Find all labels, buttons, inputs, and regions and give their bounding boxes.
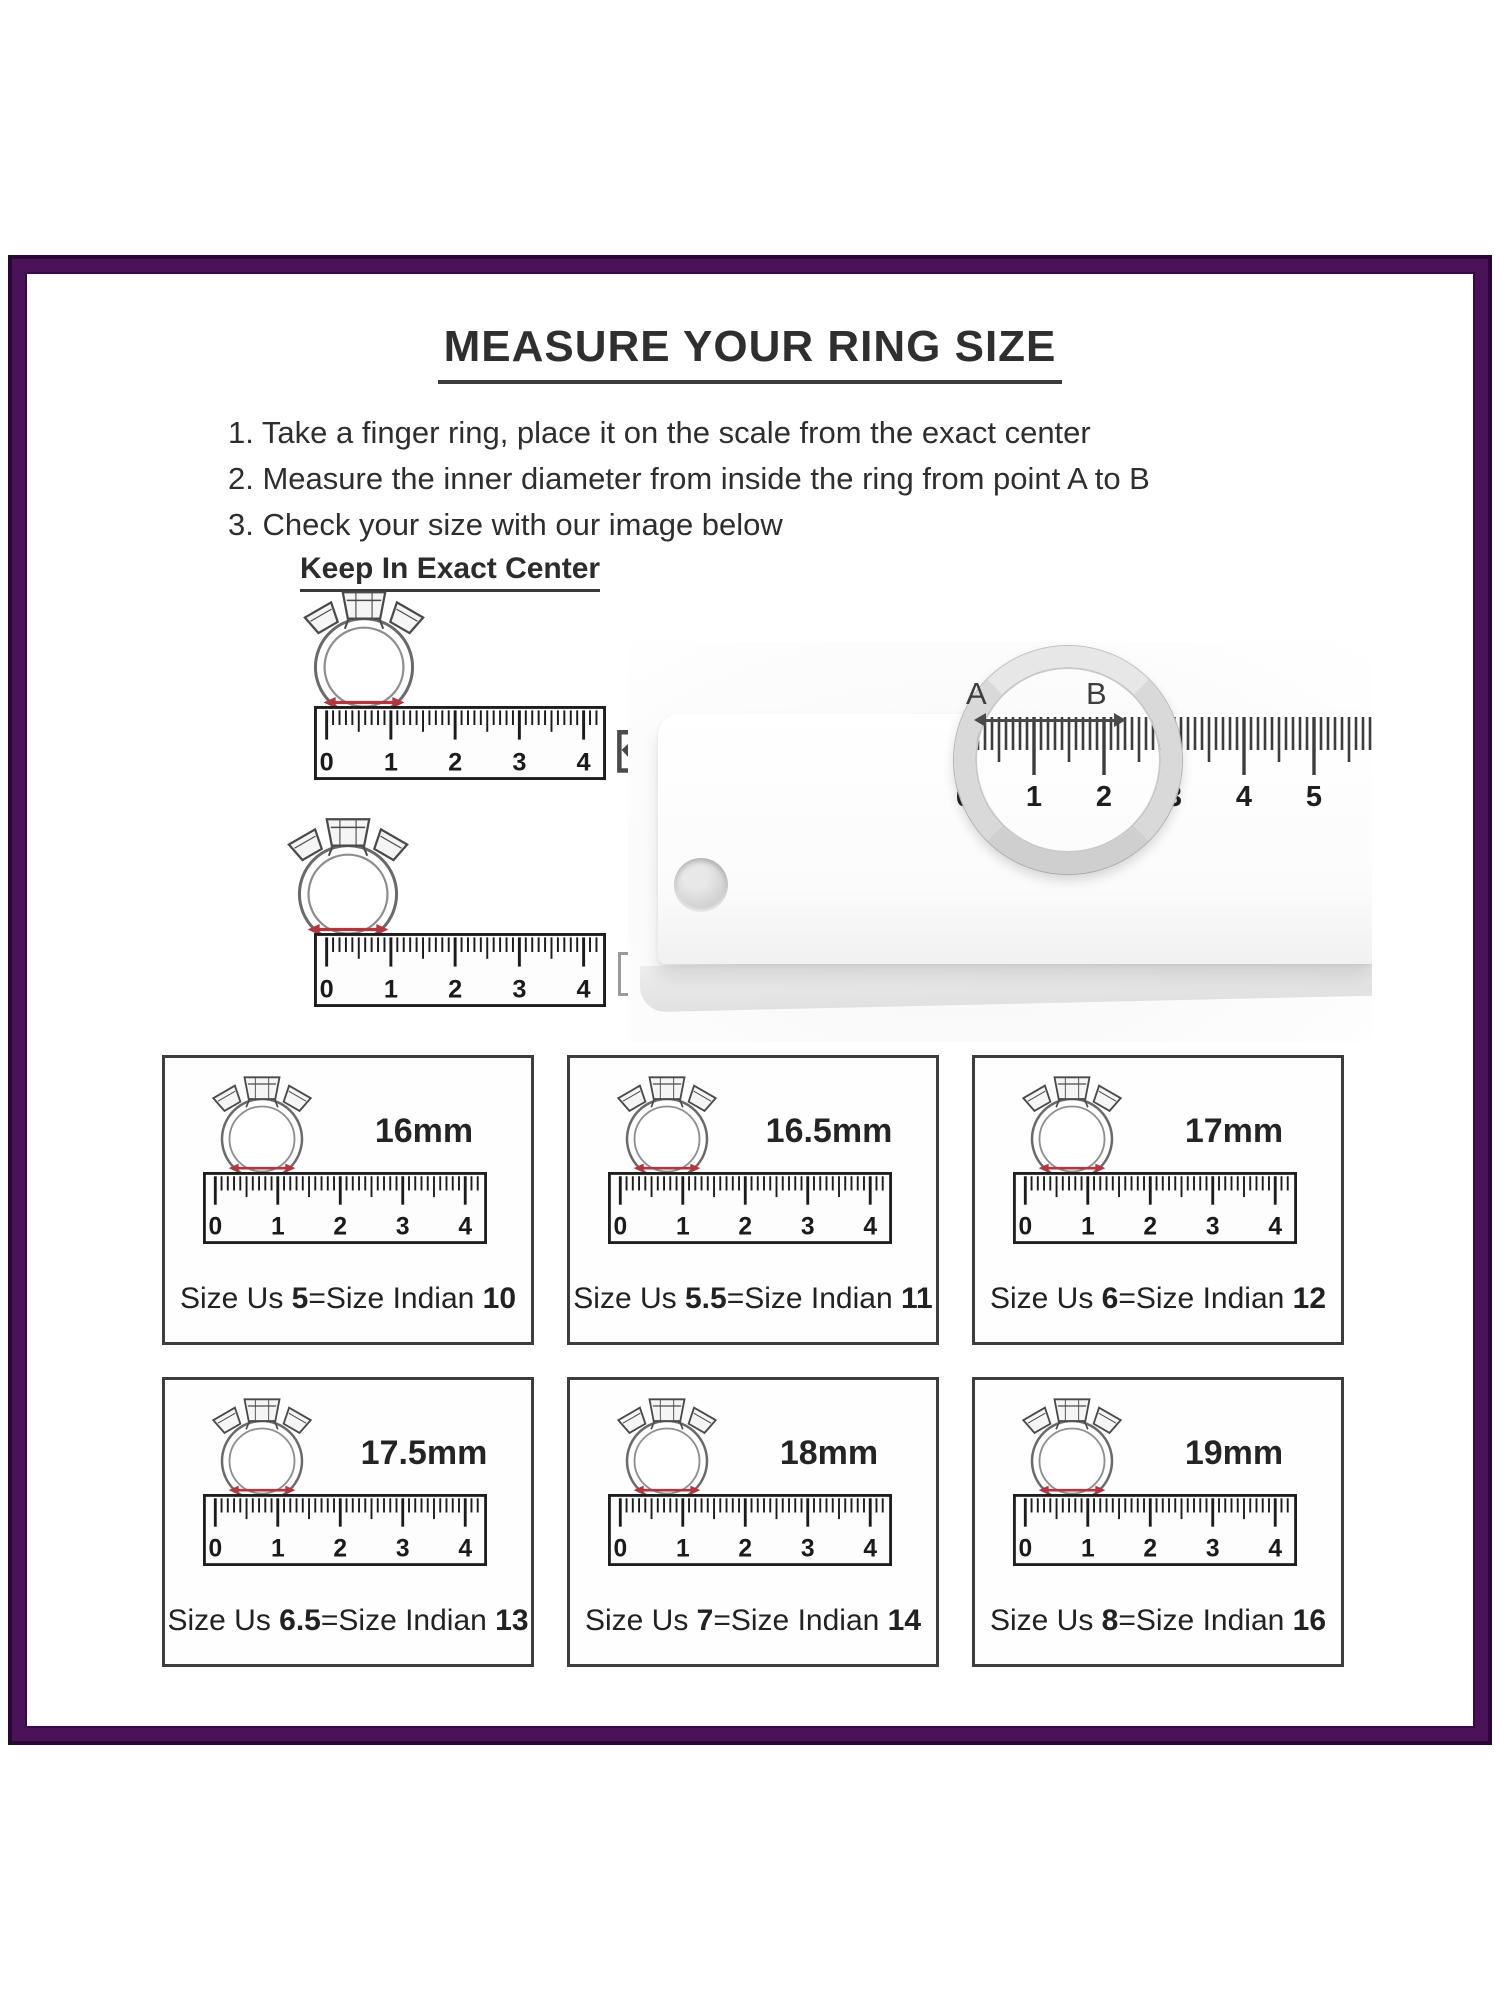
svg-text:0: 0 [319,975,334,1004]
size-card [972,1055,1344,1345]
diameter-label: 16.5mm [765,1112,893,1150]
svg-text:3: 3 [1165,781,1183,810]
svg-text:1: 1 [270,1213,285,1241]
svg-text:4: 4 [458,1535,473,1563]
svg-text:2: 2 [1143,1535,1158,1563]
ruler-illustration [608,1494,892,1566]
point-b-label: B [1086,676,1107,711]
caption-equals: =Size Indian [1118,1604,1293,1637]
example-wrong-placement [278,815,658,1020]
indian-size-value: 14 [887,1604,922,1637]
indian-size-value: 16 [1292,1604,1327,1637]
example-correct-placement [278,588,658,793]
ring-illustration [191,1074,333,1184]
size-caption [570,1282,936,1316]
svg-text:2: 2 [333,1213,348,1241]
svg-text:0: 0 [208,1213,223,1241]
ring-illustration [596,1074,738,1184]
indian-size-value: 10 [482,1282,517,1315]
svg-text:3: 3 [395,1535,410,1563]
diameter-arrow [978,719,1122,722]
diameter-label: 19mm [1184,1434,1284,1472]
ruler-illustration [608,1172,892,1244]
point-a-label: A [966,676,987,711]
svg-text:0: 0 [1018,1213,1033,1241]
caption-prefix: Size Us [989,1282,1102,1315]
caption-equals: =Size Indian [308,1282,483,1315]
svg-text:4: 4 [576,748,591,777]
us-size-value: 5 [291,1282,309,1315]
instruction-line: 2. Measure the inner diameter from inside the ring from point A to B [228,461,1150,496]
diameter-label: 17.5mm [360,1434,488,1472]
size-caption [975,1282,1341,1316]
svg-text:4: 4 [863,1535,878,1563]
instructions [228,410,1150,548]
indian-size-value: 11 [901,1282,933,1315]
ring-illustration [1001,1074,1143,1184]
size-card [162,1377,534,1667]
size-card [972,1377,1344,1667]
size-chart-grid [162,1055,1344,1667]
svg-text:2: 2 [1143,1213,1158,1241]
size-card [162,1055,534,1345]
ruler-illustration [1013,1172,1297,1244]
us-size-value: 6.5 [279,1604,321,1637]
indian-size-value: 12 [1292,1282,1327,1315]
ring-illustration [596,1396,738,1506]
page-title [0,322,1500,384]
svg-text:4: 4 [458,1213,473,1241]
caption-prefix: Size Us [584,1604,697,1637]
caption-equals: =Size Indian [1118,1282,1293,1315]
svg-text:3: 3 [512,975,527,1004]
svg-text:2: 2 [738,1213,753,1241]
diameter-label: 17mm [1184,1112,1284,1150]
size-card [567,1377,939,1667]
svg-text:2: 2 [448,975,463,1004]
svg-text:4: 4 [576,975,591,1004]
ruler-illustration [314,706,606,780]
us-size-value: 5.5 [684,1282,727,1315]
svg-text:4: 4 [1235,781,1253,810]
diameter-label: 16mm [374,1112,474,1150]
svg-text:3: 3 [1205,1535,1220,1563]
svg-text:1: 1 [675,1213,690,1241]
size-caption [975,1604,1341,1638]
indian-size-value: 13 [495,1604,529,1637]
ruler-hole [674,858,728,912]
instruction-line: 1. Take a finger ring, place it on the scale from the exact center [228,415,1091,450]
svg-text:3: 3 [1205,1213,1220,1241]
instruction-line: 3. Check your size with our image below [228,507,783,542]
photo-ring [954,646,1182,874]
svg-text:1: 1 [1080,1213,1095,1241]
svg-text:1: 1 [1025,781,1043,810]
ring-illustration [278,588,450,722]
page-title-text: MEASURE YOUR RING SIZE [438,322,1063,384]
svg-text:3: 3 [800,1535,815,1563]
caption-equals: =Size Indian [713,1604,888,1637]
svg-text:2: 2 [738,1535,753,1563]
svg-text:4: 4 [863,1213,878,1241]
ring-illustration [262,815,434,949]
svg-text:2: 2 [1095,781,1113,810]
caption-prefix: Size Us [179,1282,292,1315]
svg-text:1: 1 [675,1535,690,1563]
ruler-illustration [203,1172,487,1244]
svg-text:1: 1 [270,1535,285,1563]
svg-text:1: 1 [1080,1535,1095,1563]
caption-prefix: Size Us [989,1604,1102,1637]
ruler-illustration [1013,1494,1297,1566]
svg-text:0: 0 [613,1213,628,1241]
caption-prefix: Size Us [167,1604,280,1637]
size-caption [570,1604,936,1638]
ruler-illustration [203,1494,487,1566]
us-size-value: 6 [1101,1282,1119,1315]
ring-on-ruler-photo [628,642,1372,1042]
svg-text:5: 5 [1305,781,1323,810]
ring-illustration [191,1396,333,1506]
caption-equals: =Size Indian [726,1282,901,1315]
svg-text:0: 0 [319,748,334,777]
caption-equals: =Size Indian [320,1604,496,1637]
svg-text:3: 3 [800,1213,815,1241]
svg-text:0: 0 [1018,1535,1033,1563]
caption-prefix: Size Us [573,1282,685,1315]
diameter-label: 18mm [779,1434,879,1472]
size-card [567,1055,939,1345]
svg-text:0: 0 [208,1535,223,1563]
us-size-value: 7 [696,1604,714,1637]
ruler-illustration [314,933,606,1007]
size-caption [165,1282,531,1316]
svg-text:3: 3 [512,748,527,777]
svg-text:1: 1 [383,748,398,777]
svg-text:2: 2 [448,748,463,777]
svg-text:0: 0 [613,1535,628,1563]
svg-text:1: 1 [383,975,398,1004]
us-size-value: 8 [1101,1604,1119,1637]
svg-text:4: 4 [1268,1213,1283,1241]
svg-text:3: 3 [395,1213,410,1241]
size-caption [165,1604,531,1638]
svg-text:4: 4 [1268,1535,1283,1563]
keep-in-exact-center-label: Keep In Exact Center [300,552,600,592]
svg-text:0: 0 [955,781,973,810]
ring-illustration [1001,1396,1143,1506]
svg-text:2: 2 [333,1535,348,1563]
